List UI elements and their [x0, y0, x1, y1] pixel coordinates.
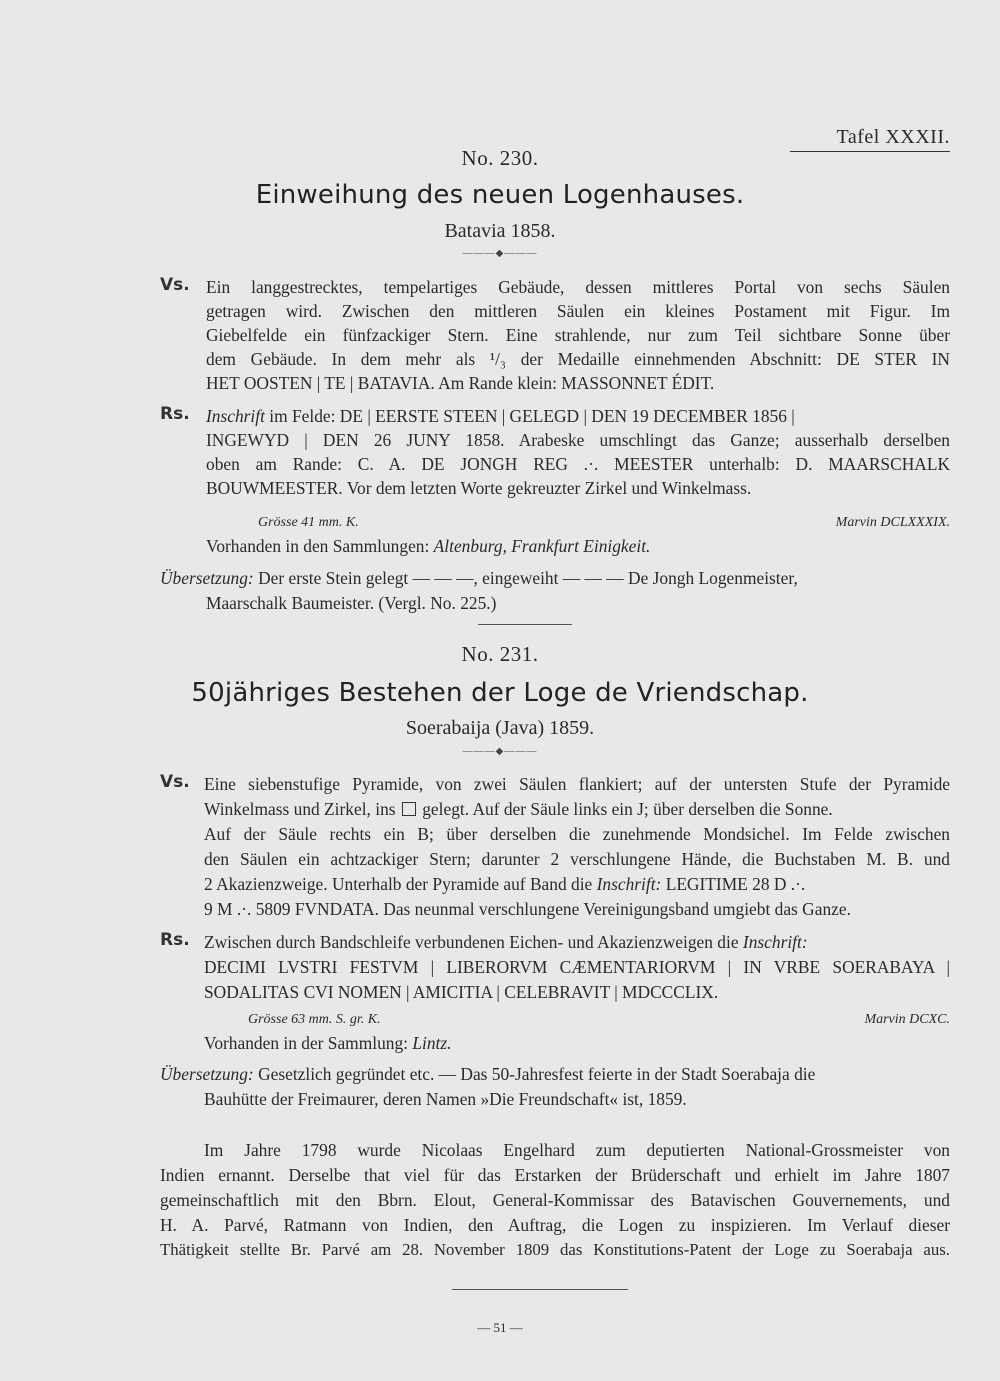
medal-231-obverse-line — [204, 872, 950, 896]
medal-231-obverse-line: Eine siebenstufige Pyramide, von zwei Säulen flankiert; auf der untersten Stufe der Pyramide — [204, 774, 950, 794]
translation-label: Übersetzung: — [160, 1064, 254, 1084]
medal-230-title: Einweihung des neuen Logenhauses. — [255, 180, 745, 210]
medal-231-reverse-line: DECIMI LVSTRI FESTVM | LIBERORVM CÆMENTARIORVM | IN VRBE SOERABAYA | — [204, 957, 950, 977]
obverse-text: LEGITIME 28 D .·. — [661, 874, 806, 894]
medal-231-obverse-label: Vs. — [160, 772, 190, 792]
medal-231-translation — [160, 1062, 950, 1086]
medal-231-obverse-line: Auf der Säule rechts ein B; über derselben die zunehmende Mondsichel. Im Felde zwischen — [204, 824, 950, 844]
medal-230-reverse-line — [206, 404, 950, 428]
inscription-label: Inschrift: — [742, 932, 808, 952]
medal-230-marvin-ref: Marvin DCLXXXIX. — [835, 515, 950, 530]
ornament-divider: ———◆——— — [462, 746, 538, 757]
inscription-label: Inschrift — [206, 406, 265, 426]
medal-230-obverse-line: getragen wird. Zwischen den mittleren Säulen ein kleines Postament mit Figur. Im — [206, 301, 950, 321]
medal-231-place: Soerabaija (Java) 1859. — [405, 717, 595, 739]
medal-231-translation-line: Bauhütte der Freimaurer, deren Namen »Die Freundschaft« ist, 1859. — [204, 1089, 687, 1109]
body-paragraph-line: gemeinschaftlich mit den Bbrn. Elout, General-Kommissar des Batavischen Gouvernements, und — [160, 1190, 950, 1210]
medal-230-obverse-label: Vs. — [160, 275, 190, 295]
body-paragraph-line: H. A. Parvé, Ratmann von Indien, den Auftrag, die Logen zu inspizieren. Im Verlauf dieser — [160, 1215, 950, 1235]
medal-231-obverse-line — [204, 797, 950, 821]
collections-names: Altenburg, Frankfurt Einigkeit. — [433, 536, 651, 556]
body-paragraph-line: Indien ernannt. Derselbe that viel für das Erstarken der Brüderschaft und erhielt im Jahre 1807 — [160, 1165, 950, 1185]
medal-230-translation-line: Maarschalk Baumeister. (Vergl. No. 225.) — [206, 593, 497, 613]
plate-label: Tafel XXXII. — [790, 126, 950, 152]
medal-230-reverse-line: oben am Rande: C. A. DE JONGH REG .·. MEESTER unterhalb: D. MAARSCHALK — [206, 454, 950, 474]
obverse-text: Winkelmass und Zirkel, ins — [204, 799, 400, 819]
medal-231-obverse-line: den Säulen ein achtzackiger Stern; darunter 2 verschlungene Hände, die Buchstaben M. B. und — [204, 849, 950, 869]
medal-231-reverse-line — [204, 930, 950, 954]
medal-231-reverse-line: SODALITAS CVI NOMEN | AMICITIA | CELEBRAVIT | MDCCCLIX. — [204, 982, 719, 1002]
collection-prefix: Vorhanden in der Sammlung: — [204, 1033, 413, 1053]
medal-231-reverse-label: Rs. — [160, 930, 190, 950]
reverse-text: Zwischen durch Bandschleife verbundenen Eichen- und Akazienzweigen die — [204, 932, 743, 952]
translation-text: Gesetzlich gegründet etc. — Das 50-Jahresfest feierte in der Stadt Soerabaja die — [253, 1064, 816, 1084]
obverse-text: 2 Akazienzweige. Unterhalb der Pyramide auf Band die — [204, 874, 597, 894]
translation-label: Übersetzung: — [160, 568, 254, 588]
medal-231-size: Grösse 63 mm. S. gr. K. — [248, 1012, 381, 1027]
medal-231-collection — [204, 1031, 452, 1055]
medal-230-obverse-line: Ein langgestrecktes, tempelartiges Gebäude, dessen mittleres Portal von sechs Säulen — [206, 277, 950, 297]
inscription-label: Inschrift: — [596, 874, 662, 894]
square-symbol-icon — [402, 802, 416, 816]
body-paragraph-line: Im Jahre 1798 wurde Nicolaas Engelhard zum deputierten National-Grossmeister von — [204, 1140, 950, 1160]
medal-230-number: No. 230. — [461, 146, 539, 170]
medal-230-obverse-line: Giebelfelde ein fünfzackiger Stern. Eine strahlende, nur zum Teil sichtbare Sonne über — [206, 325, 950, 345]
medal-231-marvin-ref: Marvin DCXC. — [864, 1012, 950, 1027]
medal-230-size: Grösse 41 mm. K. — [258, 515, 359, 530]
page-number: — 51 — — [477, 1320, 523, 1335]
medal-230-collections — [206, 534, 650, 558]
medal-230-translation — [160, 566, 950, 590]
inscription-text: im Felde: DE | EERSTE STEEN | GELEGD | DEN 19 DECEMBER 1856 | — [264, 406, 795, 426]
medal-231-title: 50jähriges Bestehen der Loge de Vriendschap. — [191, 678, 809, 708]
obverse-text: gelegt. Auf der Säule links ein J; über derselben die Sonne. — [417, 799, 833, 819]
footer-divider — [452, 1289, 628, 1290]
ornament-divider: ———◆——— — [462, 248, 538, 259]
body-paragraph-line: Thätigkeit stellte Br. Parvé am 28. November 1809 das Konstitutions-Patent der Loge zu Soerabaja aus. — [160, 1240, 950, 1259]
medal-230-reverse-line: BOUWMEESTER. Vor dem letzten Worte gekreuzter Zirkel und Winkelmass. — [206, 478, 752, 498]
medal-230-reverse-label: Rs. — [160, 404, 190, 424]
translation-text: Der erste Stein gelegt — — —, eingeweiht — — — De Jongh Logenmeister, — [253, 568, 798, 588]
collection-name: Lintz. — [412, 1033, 452, 1053]
section-divider — [478, 624, 572, 625]
collections-prefix: Vorhanden in den Sammlungen: — [206, 536, 434, 556]
medal-231-number: No. 231. — [461, 642, 539, 666]
medal-230-obverse-line: dem Gebäude. In dem mehr als ¹/₃ der Medaille einnehmenden Abschnitt: DE STER IN — [206, 349, 950, 369]
medal-230-reverse-line: INGEWYD | DEN 26 JUNY 1858. Arabeske umschlingt das Ganze; ausserhalb derselben — [206, 430, 950, 450]
medal-230-place: Batavia 1858. — [444, 220, 556, 242]
medal-231-obverse-line: 9 M .·. 5809 FVNDATA. Das neunmal verschlungene Vereinigungsband umgiebt das Ganze. — [204, 899, 851, 919]
medal-230-obverse-line: HET OOSTEN | TE | BATAVIA. Am Rande klein: MASSONNET ÉDIT. — [206, 373, 715, 393]
